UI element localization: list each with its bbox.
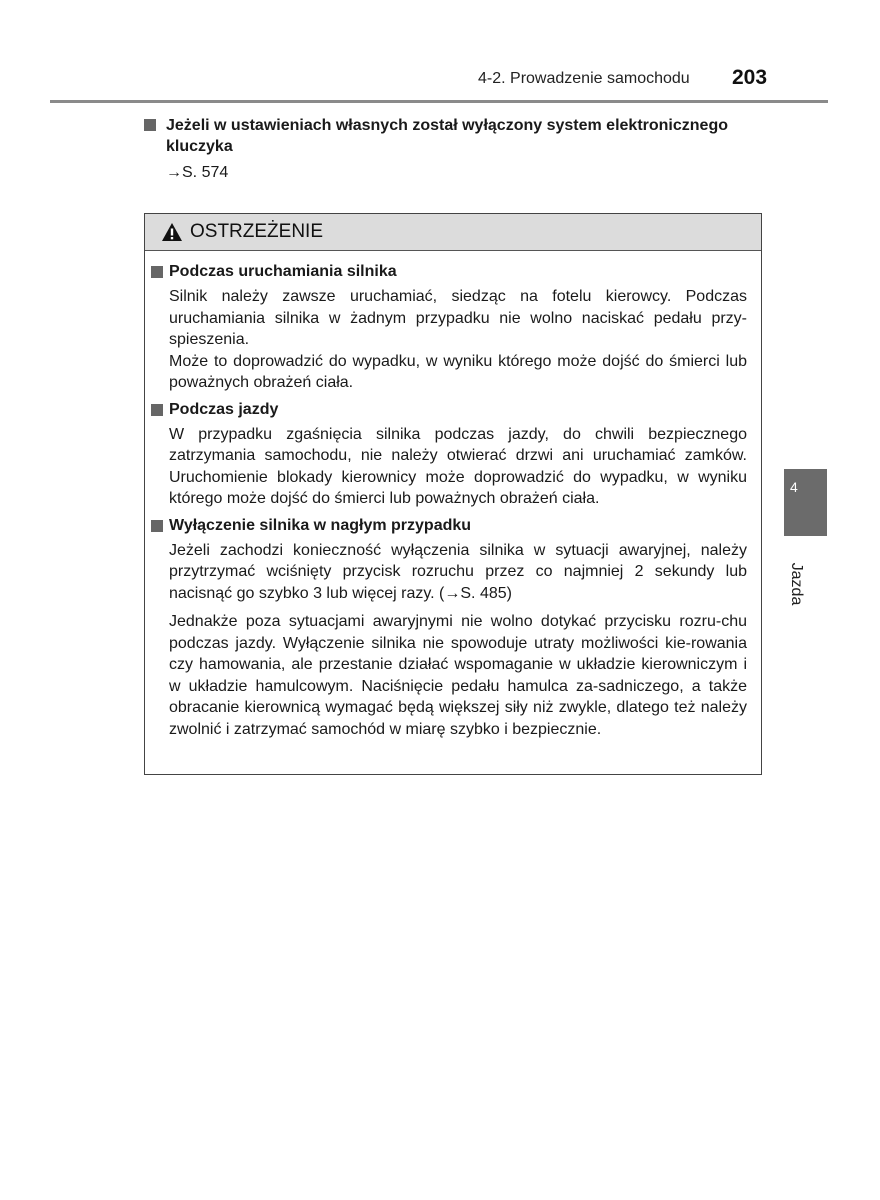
note-heading [144,115,784,157]
square-bullet-icon [151,520,163,532]
warning-label: OSTRZEŻENIE [190,221,324,242]
warning-section-heading [151,399,747,421]
warning-paragraph: Jednakże poza sytuacjami awaryjnymi nie wolno dotykać przycisku rozru-chu podczas jazdy. Wyłączenie silnika nie spowoduje utraty możliwości kie-rowania czy hamowania, ale przestanie działać wspomaganie w układzie kierowniczym i w układzie hamulcowym. Naciśnięcie pedału hamulca za-sadniczego, a także obracanie kierownicą wymagać będą większej siły niż zwykle, dlatego też należy zwolnić i zatrzymać samochód w miarę szybko i bezpiecznie. [169,613,747,738]
warning-paragraph: Jeżeli zachodzi konieczność wyłączenia silnika w sytuacji awaryjnej, należy przytrzymać wciśnięty przycisk rozruchu przez co najmniej 2 sekundy lub nacisnąć go szybko 3 lub więcej razy. (→S. 485) [169,541,747,602]
warning-header [145,214,761,251]
warning-triangle-icon [161,222,183,242]
warning-section-heading [151,261,747,283]
warning-section-title: Podczas uruchamiania silnika [169,263,397,280]
chapter-label: Jazda [788,562,805,606]
square-bullet-icon [144,119,156,131]
square-bullet-icon [151,404,163,416]
note-title-text: Jeżeli w ustawieniach własnych został wyłączony system elektronicznego kluczyka [166,117,728,155]
warning-body [145,251,761,740]
square-bullet-icon [151,266,163,278]
warning-box [144,213,762,775]
warning-section-heading [151,515,747,537]
warning-section-title: Podczas jazdy [169,400,279,418]
warning-paragraph: W przypadku zgaśnięcia silnika podczas jazdy, do chwili bezpiecznego zatrzymania samochodu, nie należy otwierać drzwi ani uruchamiać zamków. Uruchomienie blokady kierownicy może doprowadzić do wypadku, w wyniku którego może dojść do śmierci lub poważnych obrażeń ciała. [169,425,747,507]
header-divider [50,100,828,103]
chapter-tab[interactable] [784,469,827,536]
warning-section-title: Wyłączenie silnika w nagłym przypadku [169,516,472,534]
section-title: 4-2. Prowadzenie samochodu [478,70,690,87]
page-reference-link[interactable]: →S. 574 [166,164,229,181]
page-number: 203 [732,66,768,89]
warning-paragraph: Silnik należy zawsze uruchamiać, siedząc na fotelu kierowcy. Podczas uruchamiania silnika w żadnym przypadku nie wolno naciskać pedału przy-spieszenia. Może to doprowadzić do wypadku, w wyniku którego może dojść do śmierci lub poważnych obrażeń ciała. [169,288,747,391]
chapter-number: 4 [790,479,798,495]
